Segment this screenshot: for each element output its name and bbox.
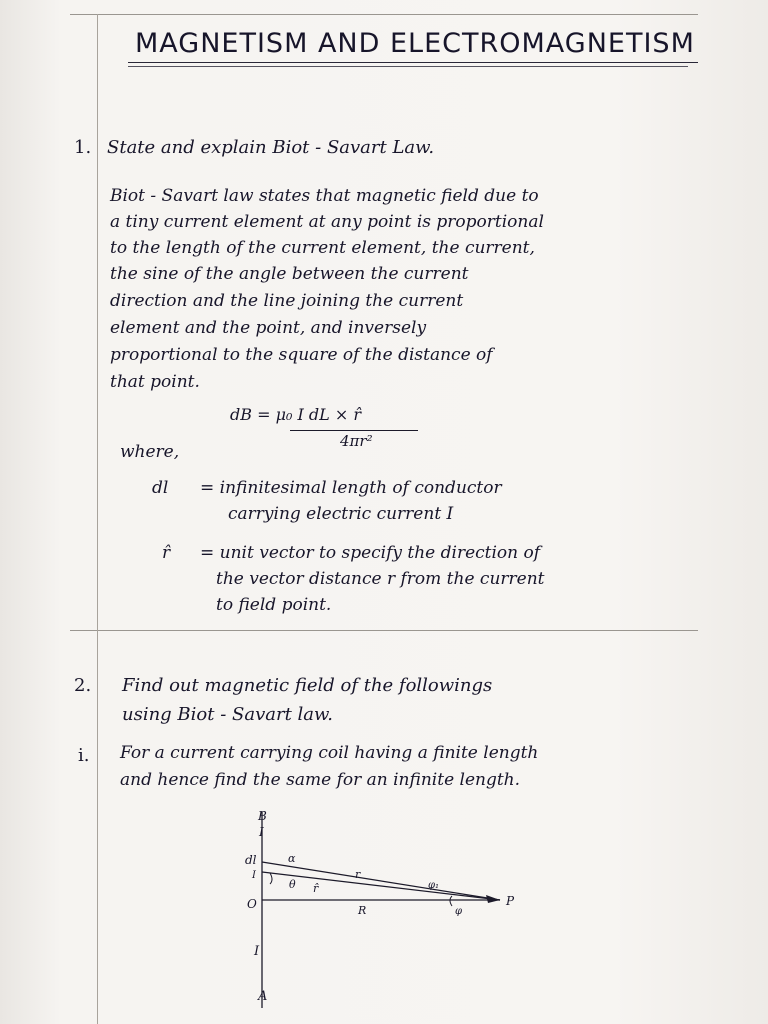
r-hat-symbol: r̂: [162, 543, 171, 563]
label-R: R: [358, 904, 367, 917]
label-phi1: φ₁: [428, 880, 440, 891]
label-phi: φ: [455, 906, 463, 917]
label-I-bottom: I: [254, 944, 260, 959]
q1-line-6: element and the point, and inversely: [110, 318, 427, 338]
arrow-to-P: [486, 895, 500, 903]
biot-savart-formula: dB = μ₀ I dL × r̂: [230, 405, 361, 424]
r-hat-definition-1: = unit vector to specify the direction of: [200, 543, 541, 563]
label-r-hat: r̂: [313, 882, 319, 895]
label-I-top: I: [259, 825, 264, 839]
q2-sub-number: i.: [78, 745, 90, 766]
label-alpha: α: [288, 852, 296, 865]
label-A: A: [258, 989, 268, 1004]
q2-question-line-2: using Biot - Savart law.: [122, 704, 334, 725]
label-P: P: [506, 894, 515, 908]
dl-symbol: dl: [152, 478, 169, 498]
q2-number: 2.: [74, 675, 92, 696]
dl-definition-2: carrying electric current I: [228, 504, 454, 524]
label-O: O: [247, 897, 257, 911]
q1-line-2: a tiny current element at any point is proportional: [110, 212, 544, 232]
label-r-len: r: [355, 868, 361, 881]
theta-arc: [270, 873, 272, 884]
label-B: B: [258, 809, 267, 823]
r-hat-definition-3: to field point.: [216, 595, 332, 615]
where-label: where,: [120, 442, 180, 462]
q1-line-3: to the length of the current element, the current,: [110, 238, 535, 258]
page-title: MAGNETISM AND ELECTROMAGNETISM: [135, 28, 695, 59]
q2-sub-line-1: For a current carrying coil having a finite length: [120, 743, 539, 763]
formula-denominator: 4πr²: [340, 432, 373, 450]
label-theta: θ: [289, 878, 296, 891]
q2-question-line-1: Find out magnetic field of the followings: [122, 675, 493, 696]
dl-definition-1: = infinitesimal length of conductor: [200, 478, 502, 498]
q1-question: State and explain Biot - Savart Law.: [107, 137, 435, 158]
label-I-mid: I: [252, 870, 256, 881]
phi-arc: [450, 896, 452, 906]
q1-line-5: direction and the line joining the current: [110, 291, 464, 311]
q2-sub-line-2: and hence find the same for an infinite length.: [120, 770, 521, 790]
label-dl: dl: [245, 853, 257, 867]
q1-line-4: the sine of the angle between the current: [110, 264, 469, 284]
q1-line-1: Biot - Savart law states that magnetic field due to: [110, 186, 539, 206]
q1-line-7: proportional to the square of the distance of: [110, 345, 493, 365]
r-line-upper: [262, 862, 500, 900]
q1-line-8: that point.: [110, 372, 200, 392]
r-hat-definition-2: the vector distance r from the current: [216, 569, 545, 589]
q1-number: 1.: [74, 137, 92, 158]
r-line-lower: [262, 872, 500, 900]
